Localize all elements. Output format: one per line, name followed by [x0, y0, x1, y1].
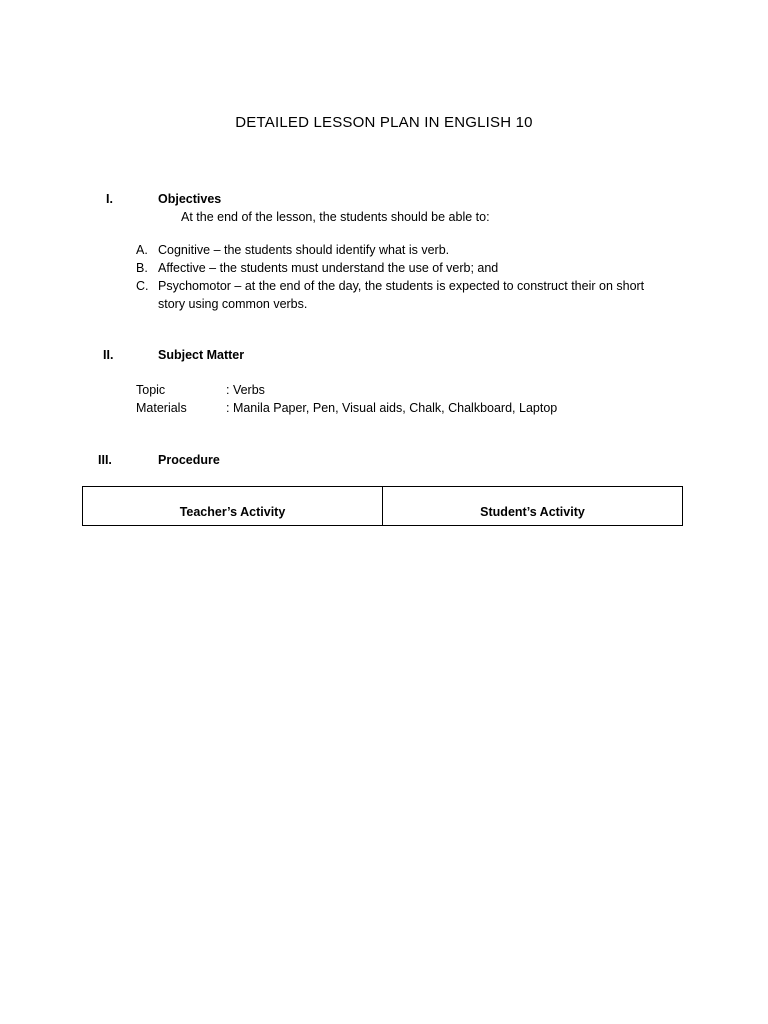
- procedure-heading: Procedure: [158, 453, 220, 467]
- objective-text-c: Psychomotor – at the end of the day, the students is expected to construct their on short: [158, 279, 645, 293]
- objectives-heading: Objectives: [158, 192, 222, 206]
- student-activity-header: Student’s Activity: [382, 487, 682, 525]
- objective-text-b: Affective – the students must understand the use of verb; and: [158, 261, 499, 275]
- materials-value: : Manila Paper, Pen, Visual aids, Chalk, Chalkboard, Laptop: [226, 401, 558, 415]
- subject-matter-numeral: II.: [103, 348, 114, 362]
- topic-label: Topic: [136, 383, 166, 397]
- objective-letter-b: B.: [136, 261, 148, 275]
- topic-value: : Verbs: [226, 383, 265, 397]
- materials-label: Materials: [136, 401, 187, 415]
- objective-text-c-continuation: story using common verbs.: [158, 297, 308, 311]
- procedure-numeral: III.: [98, 453, 112, 467]
- objective-letter-c: C.: [136, 279, 149, 293]
- document-title: DETAILED LESSON PLAN IN ENGLISH 10: [235, 114, 533, 131]
- objective-text-a: Cognitive – the students should identify what is verb.: [158, 243, 450, 257]
- subject-matter-heading: Subject Matter: [158, 348, 245, 362]
- teacher-activity-header: Teacher’s Activity: [179, 505, 286, 519]
- objectives-intro: At the end of the lesson, the students should be able to:: [181, 210, 490, 224]
- objective-letter-a: A.: [136, 243, 148, 257]
- objectives-numeral: I.: [106, 192, 113, 206]
- procedure-table: [82, 486, 683, 526]
